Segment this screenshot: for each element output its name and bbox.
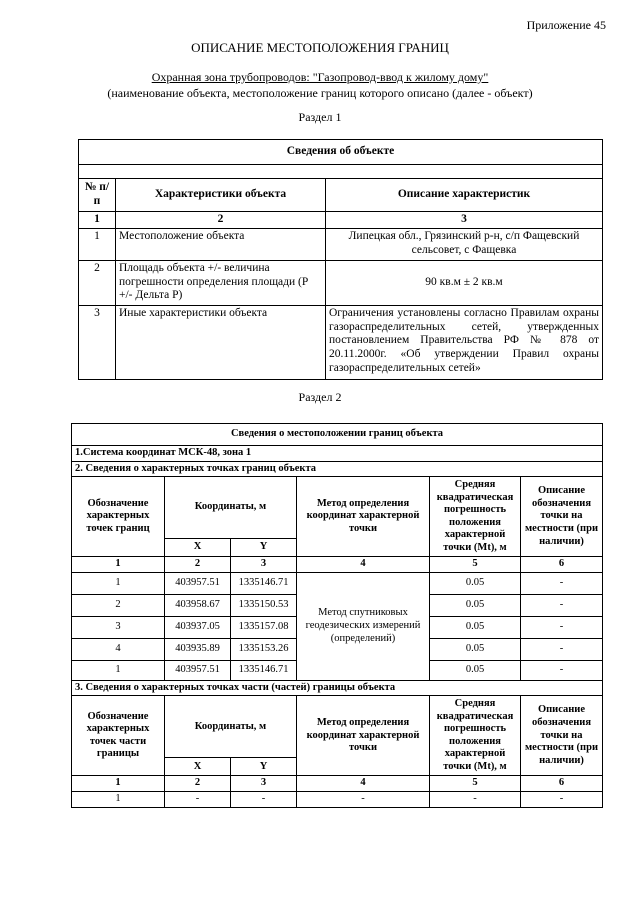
header-error: Средняя квадратическая погрешность положения характерной точки (Mt), м	[430, 477, 521, 557]
header-error: Средняя квадратическая погрешность положения характерной точки (Mt), м	[430, 696, 521, 776]
header-description: Описание характеристик	[326, 179, 603, 212]
point-mt: 0.05	[430, 660, 521, 680]
object-name-text: Охранная зона трубопроводов: "Газопровод-ввод к жилому дому"	[151, 70, 489, 84]
method-value: Метод спутниковых геодезических измерений (определений)	[297, 572, 430, 680]
part2-title: 2. Сведения о характерных точках границ объекта	[72, 461, 603, 477]
row-number: 1	[79, 228, 116, 260]
column-number: 2	[165, 776, 231, 792]
point-mt: 0.05	[430, 594, 521, 616]
column-number: 1	[72, 776, 165, 792]
part-point-mt: -	[430, 791, 521, 807]
row-value: 90 кв.м ± 2 кв.м	[326, 260, 603, 305]
row-value: Липецкая обл., Грязинский р-н, с/п Фащевский сельсовет, с Фащевка	[326, 228, 603, 260]
point-mt: 0.05	[430, 616, 521, 638]
part-point-y: -	[231, 791, 297, 807]
header-x: X	[165, 539, 231, 557]
object-caption: (наименование объекта, местоположение границ которого описано (далее - объект)	[107, 86, 533, 100]
point-desc: -	[521, 572, 603, 594]
point-x: 403957.51	[165, 660, 231, 680]
point-y: 1335157.08	[231, 616, 297, 638]
point-x: 403958.67	[165, 594, 231, 616]
part-point-number: 1	[72, 791, 165, 807]
point-number: 3	[72, 616, 165, 638]
header-method: Метод определения координат характерной точки	[297, 477, 430, 557]
row-value: Ограничения установлены согласно Правилам охраны газораспределительных сетей, утвержденных постановлением Правительства РФ № 878 от 20.11.2000г. «Об утверждении Правил охраны газораспределительных сетей»	[326, 305, 603, 379]
section1-title: Раздел 1	[298, 110, 342, 124]
point-number: 4	[72, 638, 165, 660]
section2-title: Раздел 2	[298, 390, 342, 404]
header-point: Обозначение характерных точек границ	[72, 477, 165, 557]
row-characteristic: Иные характеристики объекта	[116, 305, 326, 379]
point-desc: -	[521, 616, 603, 638]
column-number: 4	[297, 776, 430, 792]
part-point-method: -	[297, 791, 430, 807]
point-mt: 0.05	[430, 638, 521, 660]
column-number: 4	[297, 557, 430, 573]
point-y: 1335153.26	[231, 638, 297, 660]
page-title: ОПИСАНИЕ МЕСТОПОЛОЖЕНИЯ ГРАНИЦ	[191, 40, 449, 55]
column-number: 3	[326, 212, 603, 229]
point-x: 403957.51	[165, 572, 231, 594]
column-number: 5	[430, 557, 521, 573]
column-number: 5	[430, 776, 521, 792]
header-x: X	[165, 758, 231, 776]
object-info-table	[78, 139, 603, 380]
point-y: 1335150.53	[231, 594, 297, 616]
row-number: 2	[79, 260, 116, 305]
header-y: Y	[231, 539, 297, 557]
point-x: 403937.05	[165, 616, 231, 638]
point-x: 403935.89	[165, 638, 231, 660]
point-number: 2	[72, 594, 165, 616]
header-point-part: Обозначение характерных точек части границы	[72, 696, 165, 776]
row-number: 3	[79, 305, 116, 379]
header-characteristic: Характеристики объекта	[116, 179, 326, 212]
part-point-desc: -	[521, 791, 603, 807]
point-mt: 0.05	[430, 572, 521, 594]
point-number: 1	[72, 660, 165, 680]
point-number: 1	[72, 572, 165, 594]
header-coords: Координаты, м	[165, 696, 297, 758]
column-number: 1	[72, 557, 165, 573]
boundary-table	[71, 423, 603, 808]
part3-title: 3. Сведения о характерных точках части (частей) границы объекта	[72, 680, 603, 696]
column-number: 3	[231, 557, 297, 573]
row-characteristic: Местоположение объекта	[116, 228, 326, 260]
part-point-x: -	[165, 791, 231, 807]
empty-row	[79, 165, 603, 179]
column-number: 6	[521, 557, 603, 573]
object-info-title: Сведения об объекте	[79, 140, 603, 165]
row-characteristic: Площадь объекта +/- величина погрешности определения площади (P +/- Дельта P)	[116, 260, 326, 305]
appendix-label: Приложение 45	[526, 18, 606, 32]
header-number: № п/п	[79, 179, 116, 212]
column-number: 2	[165, 557, 231, 573]
point-y: 1335146.71	[231, 572, 297, 594]
column-number: 1	[79, 212, 116, 229]
coord-system: 1.Система координат МСК-48, зона 1	[72, 446, 603, 462]
object-name	[0, 70, 640, 85]
column-number: 2	[116, 212, 326, 229]
header-desc: Описание обозначения точки на местности (при наличии)	[521, 477, 603, 557]
header-method: Метод определения координат характерной точки	[297, 696, 430, 776]
point-desc: -	[521, 660, 603, 680]
point-desc: -	[521, 594, 603, 616]
point-desc: -	[521, 638, 603, 660]
point-y: 1335146.71	[231, 660, 297, 680]
column-number: 3	[231, 776, 297, 792]
header-coords: Координаты, м	[165, 477, 297, 539]
column-number: 6	[521, 776, 603, 792]
header-desc: Описание обозначения точки на местности (при наличии)	[521, 696, 603, 776]
header-y: Y	[231, 758, 297, 776]
boundary-table-title: Сведения о местоположении границ объекта	[72, 424, 603, 446]
